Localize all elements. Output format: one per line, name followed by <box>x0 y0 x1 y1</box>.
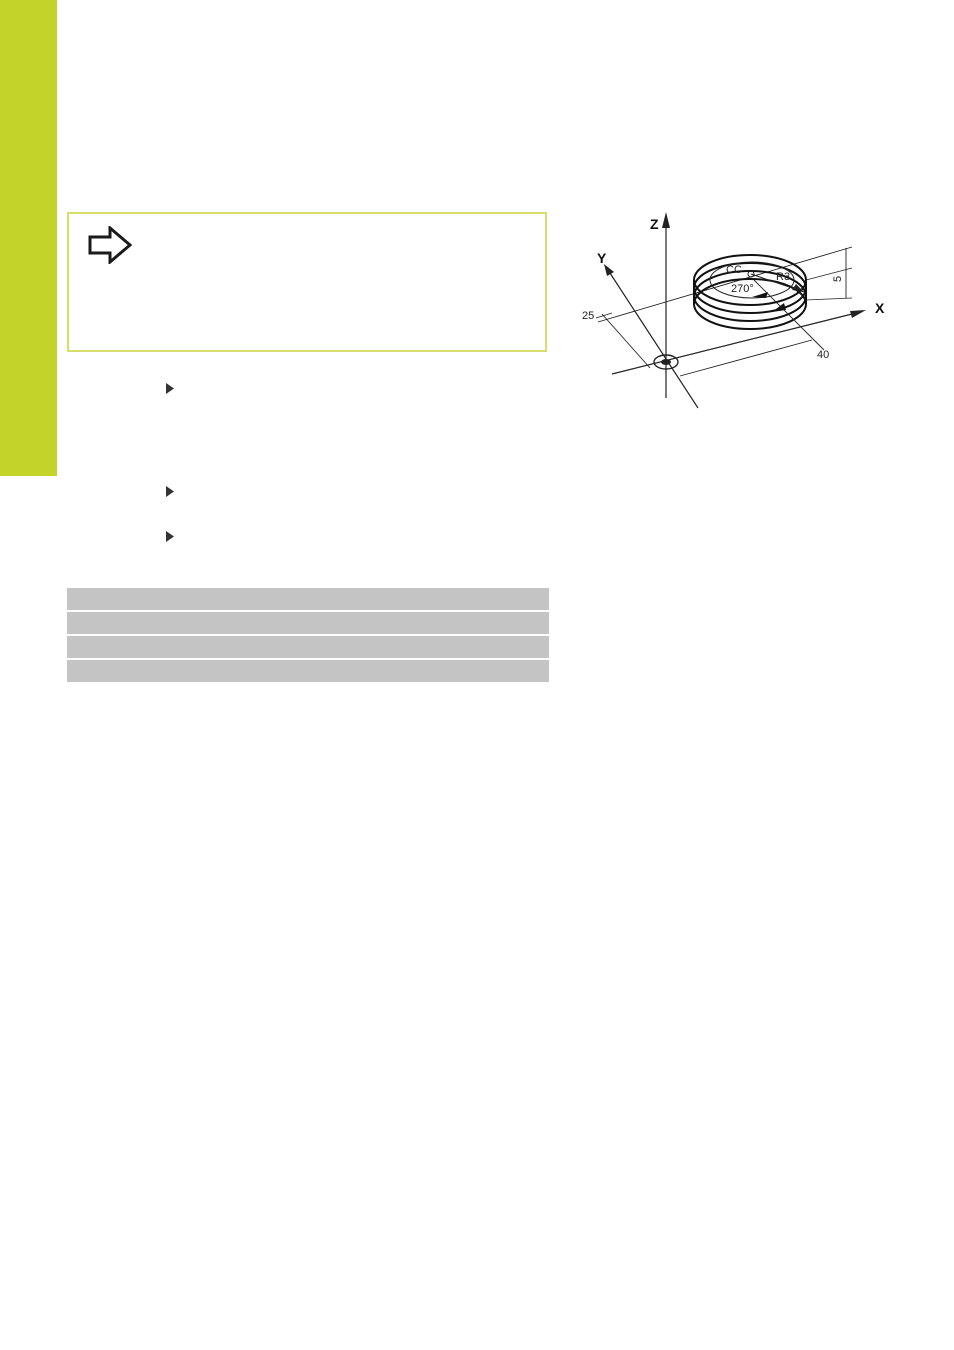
z-axis-label: Z <box>650 216 659 232</box>
arrow-right-outline-icon <box>88 226 134 264</box>
table-row <box>67 612 549 634</box>
x-axis-label: X <box>875 300 885 316</box>
program-table <box>67 588 549 684</box>
x-dimension-label: 40 <box>817 349 830 361</box>
cc-label: CC <box>726 264 742 276</box>
x-axis <box>612 312 860 374</box>
chapter-side-bar <box>0 0 57 476</box>
table-row <box>67 636 549 658</box>
y-dimension-label: 25 <box>582 310 595 322</box>
radius-label: R3 <box>776 271 791 283</box>
triangle-bullet-icon <box>165 531 175 542</box>
table-row <box>67 660 549 682</box>
note-box <box>67 212 547 352</box>
triangle-bullet-icon <box>165 383 175 394</box>
triangle-bullet-icon <box>165 486 175 497</box>
y-axis <box>608 270 698 408</box>
z-dimension-label: 5 <box>832 275 844 282</box>
y-axis-label: Y <box>597 250 607 266</box>
helix-diagram <box>575 205 895 415</box>
angle-label: 270° <box>731 283 754 295</box>
table-row <box>67 588 549 610</box>
